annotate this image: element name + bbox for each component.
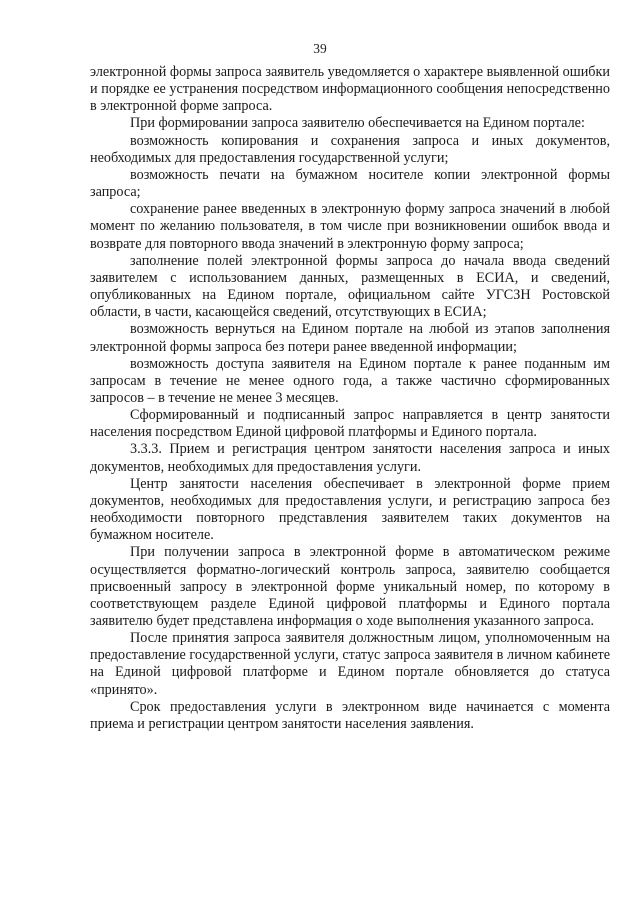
paragraph-request-formation: При формировании запроса заявителю обеспечивается на Едином портале:	[130, 115, 585, 132]
paragraph-access-history: возможность доступа заявителя на Едином портале к ранее поданным им запросам в течение не менее одного года, а также частично сформированных запросов – в течение не менее 3 месяцев.	[90, 355, 610, 406]
paragraph-save-values: сохранение ранее введенных в электронную форму запроса значений в любой момент по желанию пользователя, в том числе при возникновении ошибок ввода и возврате для повторного ввода значений в электронную форму запроса;	[90, 201, 610, 252]
paragraph-format-control: При получении запроса в электронной форме в автоматическом режиме осуществляется форматно-логический контроль запроса, заявителю сообщается присвоенный запросу в электронной форме уникальный номер, по которому в соответствующем разделе Единой цифровой платформы и Единого портала заявителю будет представлена информация о ходе выполнения указанного запроса.	[90, 544, 610, 629]
paragraph-status-accepted: После принятия запроса заявителя должностным лицом, уполномоченным на предоставление государственной услуги, статус запроса заявителя в личном кабинете на Единой цифровой платформе и Едином портале обновляется до статуса «принято».	[90, 630, 610, 698]
paragraph-submission: Сформированный и подписанный запрос направляется в центр занятости населения посредством Единой цифровой платформы и Единого портала.	[90, 407, 610, 441]
page-number: 39	[313, 41, 327, 56]
paragraph-return-stage: возможность вернуться на Едином портале на любой из этапов заполнения электронной формы запроса без потери ранее введенной информации;	[90, 321, 610, 355]
document-body	[90, 64, 610, 733]
paragraph-copy-save: возможность копирования и сохранения запроса и иных документов, необходимых для предоставления государственной услуги;	[90, 132, 610, 166]
paragraph-autofill: заполнение полей электронной формы запроса до начала ввода сведений заявителем с использованием данных, размещенных в ЕСИА, и сведений, опубликованных на Едином портале, официальном сайте УГСЗН Ростовской области, в части, касающейся сведений, отсутствующих в ЕСИА;	[90, 252, 610, 321]
paragraph-error-notice: электронной формы запроса заявитель уведомляется о характере выявленной ошибки и порядке ее устранения посредством информационного сообщения непосредственно в электронной форме запроса.	[90, 64, 610, 115]
paragraph-reception: Центр занятости населения обеспечивает в электронной форме прием документов, необходимых для предоставления услуги, и регистрацию запроса без необходимости повторного представления заявителем таких документов на бумажном носителе.	[90, 475, 610, 544]
paragraph-service-term: Срок предоставления услуги в электронном виде начинается с момента приема и регистрации центром занятости населения заявления.	[90, 698, 610, 732]
paragraph-section-3-3-3: 3.3.3. Прием и регистрация центром занятости населения запроса и иных документов, необходимых для предоставления услуги.	[90, 441, 610, 475]
paragraph-print: возможность печати на бумажном носителе копии электронной формы запроса;	[90, 166, 610, 201]
